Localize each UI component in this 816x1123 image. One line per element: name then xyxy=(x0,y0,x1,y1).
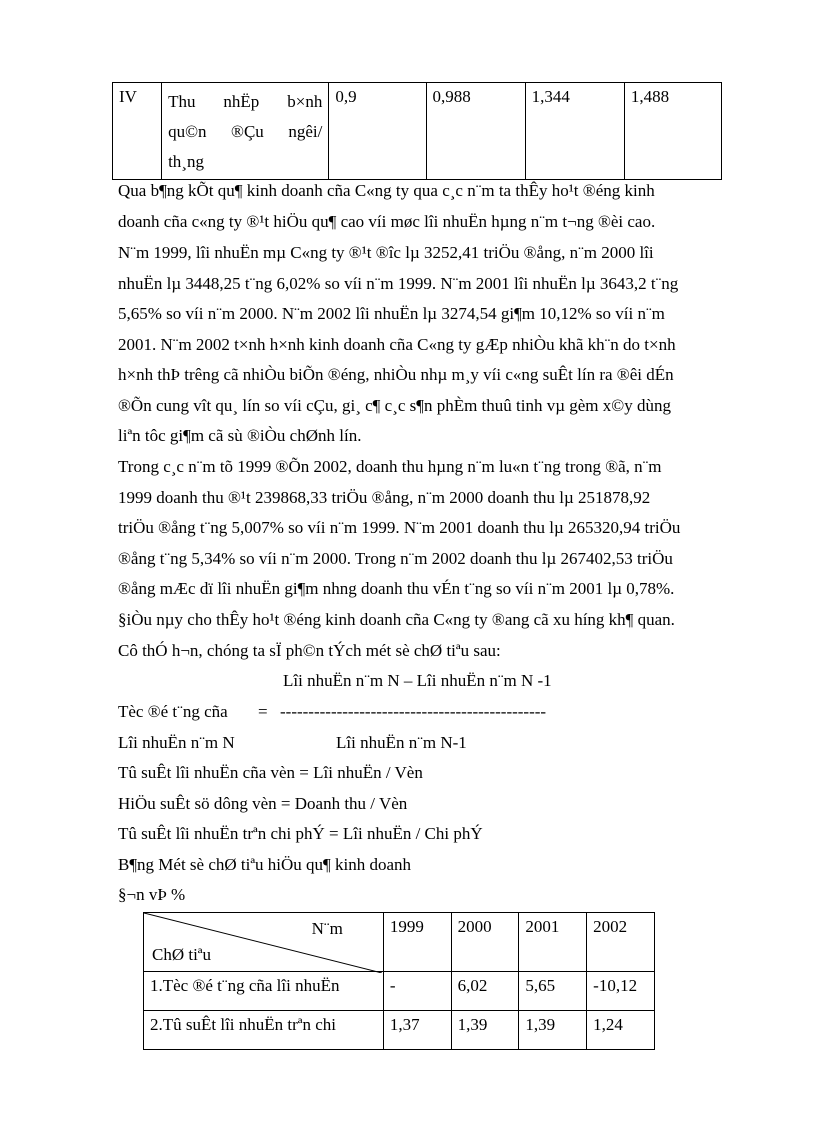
value: 1,344 xyxy=(531,87,570,106)
desc-word: th¸ng xyxy=(168,152,204,171)
text: 5,65% so víi n¨m 2000. N¨m 2002 lîi nhuËn lµ 3274,54 gi¶m 10,12% so víi n¨m xyxy=(118,304,665,323)
value: 0,988 xyxy=(432,87,471,106)
desc-cell xyxy=(162,83,329,180)
text: 2001 xyxy=(525,917,560,936)
fraction-bar: ----------------------------------------------- xyxy=(280,702,547,721)
paragraph-line xyxy=(118,273,738,295)
text: Lîi nhuËn n¨m N-1 xyxy=(336,733,467,752)
text: 5,65 xyxy=(525,976,556,995)
value-cell xyxy=(329,83,426,180)
paragraph-line xyxy=(118,242,738,264)
text: 1,37 xyxy=(389,1015,420,1034)
value-cell xyxy=(624,83,721,180)
table-cell xyxy=(587,1011,655,1050)
formula-denominator-line xyxy=(118,732,738,754)
text: B¶ng Mét sè chØ tiªu hiÖu qu¶ kinh doanh xyxy=(118,855,412,874)
text: Cô thÓ h¬n, chóng ta sÏ ph©n tÝch mét sè chØ tiªu sau: xyxy=(118,641,501,660)
table-row xyxy=(144,1011,655,1050)
desc-word: nhËp xyxy=(223,92,260,111)
year-header xyxy=(451,913,519,972)
desc-line xyxy=(168,117,322,147)
text: nhuËn lµ 3448,25 t¨ng 6,02% so víi n¨m 1999. N¨m 2001 lîi nhuËn lµ 3643,2 t¨ng xyxy=(118,274,679,293)
text: 1999 xyxy=(389,917,424,936)
formula-numerator xyxy=(283,670,816,692)
value-cell xyxy=(426,83,525,180)
definition-line xyxy=(118,793,738,815)
text: 1,39 xyxy=(457,1015,488,1034)
text: liªn tôc gi¶m cã sù ®iÒu chØnh lín. xyxy=(118,426,362,445)
row-label xyxy=(144,1011,384,1050)
value-cell xyxy=(525,83,624,180)
text: doanh cña c«ng ty ®¹t hiÖu qu¶ cao víi møc lîi nhuËn hµng n¨m t¬ng ®èi cao. xyxy=(118,212,656,231)
paragraph-line xyxy=(118,609,738,631)
text: 2000 xyxy=(457,917,492,936)
table-header-row xyxy=(144,913,655,972)
formula-label: Tèc ®é t¨ng cña xyxy=(118,702,228,721)
paragraph-line xyxy=(118,517,738,539)
text: - xyxy=(389,976,396,995)
year-header xyxy=(383,913,451,972)
text: Lîi nhuËn n¨m N – Lîi nhuËn n¨m N -1 xyxy=(283,671,552,690)
paragraph-line xyxy=(118,211,738,233)
paragraph-line xyxy=(118,364,738,386)
diagonal-header-cell xyxy=(144,913,384,972)
paragraph-line xyxy=(118,303,738,325)
roman-numeral: IV xyxy=(119,87,137,106)
text: Trong c¸c n¨m tõ 1999 ®Õn 2002, doanh thu hµng n¨m lu«n t¨ng trong ®ã, n¨m xyxy=(118,457,662,476)
table-cell xyxy=(519,972,587,1011)
formula-label-line xyxy=(118,701,738,723)
paragraph-line xyxy=(118,487,738,509)
paragraph-line xyxy=(118,395,738,417)
text: Lîi nhuËn n¨m N xyxy=(118,733,235,752)
text: triÖu ®ång t¨ng 5,007% so víi n¨m 1999. N¨m 2001 doanh thu lµ 265320,94 triÖu xyxy=(118,518,681,537)
text: 1999 doanh thu ®¹t 239868,33 triÖu ®ång, n¨m 2000 doanh thu lµ 251878,92 xyxy=(118,488,651,507)
paragraph-line xyxy=(118,578,738,600)
definition-line xyxy=(118,762,738,784)
paragraph-line xyxy=(118,548,738,570)
paragraph-line xyxy=(118,180,738,202)
desc-word: qu©n xyxy=(168,122,207,141)
text: N¨m 1999, lîi nhuËn mµ C«ng ty ®¹t ®îc lµ 3252,41 triÖu ®ång, n¨m 2000 lîi xyxy=(118,243,654,262)
text: Qua b¶ng kÕt qu¶ kinh doanh cña C«ng ty qua c¸c n¨m ta thÊy ho¹t ®éng kinh xyxy=(118,181,655,200)
text: 1,24 xyxy=(593,1015,623,1034)
text: §iÒu nµy cho thÊy ho¹t ®éng kinh doanh cña C«ng ty ®ang cã xu híng kh¶ quan. xyxy=(118,610,675,629)
desc-line xyxy=(168,147,322,177)
text: h×nh thÞ trêng cã nhiÒu biÕn ®éng, nhiÒu nhµ m¸y víi c«ng suÊt lín ra ®êi dÉn xyxy=(118,365,674,384)
table-cell xyxy=(451,1011,519,1050)
equals-sign: = xyxy=(258,702,268,721)
header-year-label: N¨m xyxy=(311,919,343,938)
desc-word: Thu xyxy=(168,92,196,111)
intro-line xyxy=(118,640,738,662)
paragraph-line xyxy=(118,425,738,447)
unit-label xyxy=(118,884,738,906)
text: 2.Tû suÊt lîi nhuËn trªn chi xyxy=(150,1015,337,1034)
definition-line xyxy=(118,823,738,845)
top-table xyxy=(112,82,722,180)
indicator-table xyxy=(143,912,655,1050)
text: 2001. N¨m 2002 t×nh h×nh kinh doanh cña C«ng ty gÆp nhiÒu khã kh¨n do t×nh xyxy=(118,335,676,354)
table-cell xyxy=(383,972,451,1011)
text: ®ång mÆc dï lîi nhuËn gi¶m nhng doanh thu vÉn t¨ng so víi n¨m 2001 lµ 0,78%. xyxy=(118,579,675,598)
table-title xyxy=(118,854,738,876)
text: 1.Tèc ®é t¨ng cña lîi nhuËn xyxy=(150,976,340,995)
text: Tû suÊt lîi nhuËn cña vèn = Lîi nhuËn / Vèn xyxy=(118,763,423,782)
table-cell xyxy=(587,972,655,1011)
table-row xyxy=(144,972,655,1011)
text: 1,39 xyxy=(525,1015,556,1034)
text: 2002 xyxy=(593,917,628,936)
text: HiÖu suÊt sö dông vèn = Doanh thu / Vèn xyxy=(118,794,408,813)
desc-word: b×nh xyxy=(287,92,323,111)
table-cell xyxy=(451,972,519,1011)
text: -10,12 xyxy=(593,976,638,995)
paragraph-line xyxy=(118,334,738,356)
desc-line xyxy=(168,87,322,117)
value: 1,488 xyxy=(630,87,670,106)
table-cell xyxy=(383,1011,451,1050)
year-header xyxy=(519,913,587,972)
table-cell xyxy=(519,1011,587,1050)
roman-cell xyxy=(113,83,162,180)
paragraph-line xyxy=(118,456,738,478)
desc-word: ngêi/ xyxy=(288,122,323,141)
value: 0,9 xyxy=(335,87,357,106)
year-header xyxy=(587,913,655,972)
text: 6,02 xyxy=(457,976,488,995)
header-indicator-label: ChØ tiªu xyxy=(152,945,212,964)
text: Tû suÊt lîi nhuËn trªn chi phÝ = Lîi nhuËn / Chi phÝ xyxy=(118,824,483,843)
table-row xyxy=(113,83,722,180)
text: §¬n vÞ % xyxy=(118,885,186,904)
desc-word: ®Çu xyxy=(231,122,264,141)
row-label xyxy=(144,972,384,1011)
text: ®Õn cung vît qu¸ lín so víi cÇu, gi¸ c¶ c¸c s¶n phÈm thuû tinh vµ gèm x©y dùng xyxy=(118,396,671,415)
text: ®ång t¨ng 5,34% so víi n¨m 2000. Trong n¨m 2002 doanh thu lµ 267402,53 triÖu xyxy=(118,549,673,568)
